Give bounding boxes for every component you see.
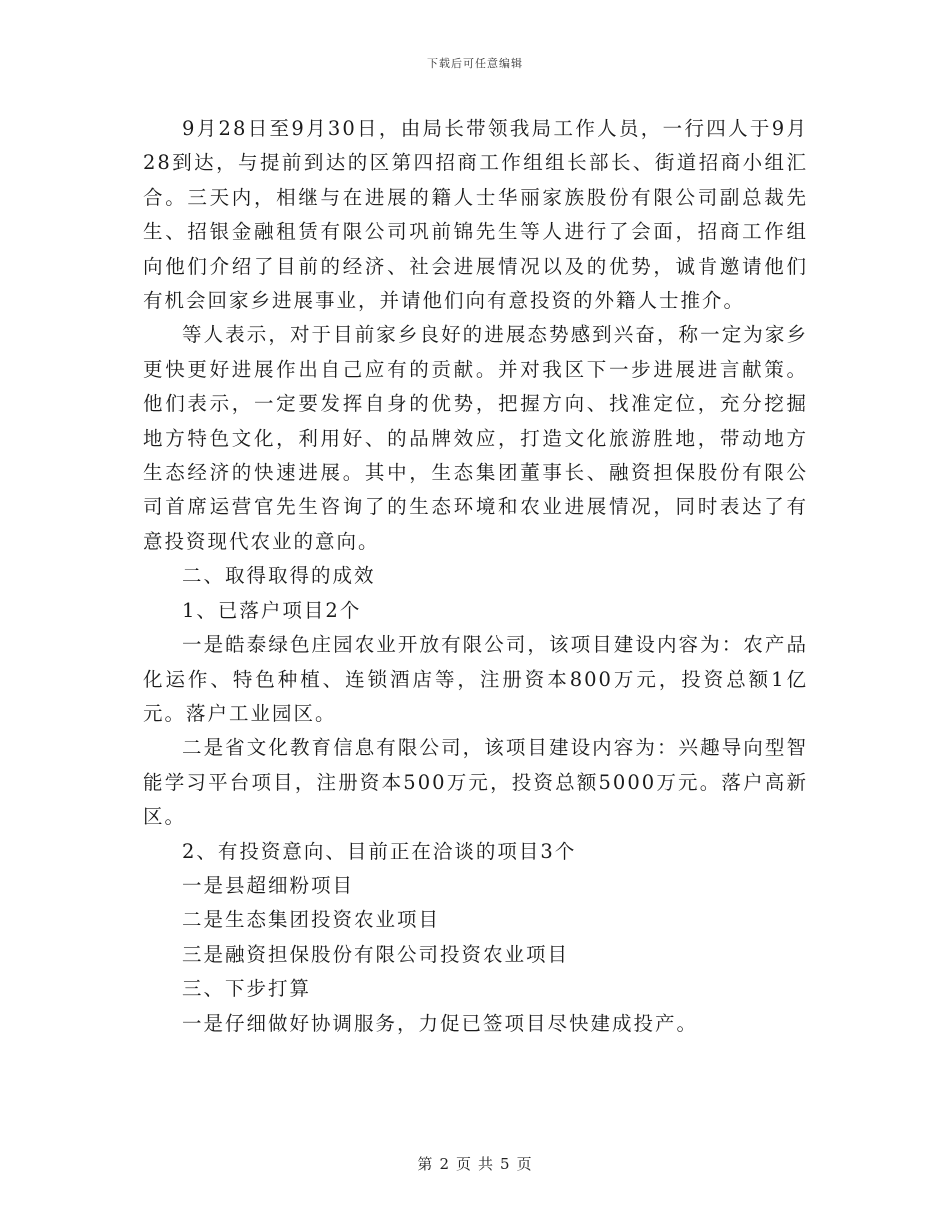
- paragraph-project-1: 一是皓泰绿色庄园农业开放有限公司，该项目建设内容为：农产品化运作、特色种植、连锁酒店等，注册资本800万元，投资总额1亿元。落户工业园区。: [143, 633, 808, 725]
- subheading-settled-projects: 1、已落户项目2个: [182, 598, 362, 622]
- paragraph-response: 等人表示，对于目前家乡良好的进展态势感到兴奋，称一定为家乡更快更好进展作出自己应有的贡献。并对我区下一步进展进言献策。他们表示，一定要发挥自身的优势，把握方向、找准定位，充分挖掘地方特色文化，利用好、的品牌效应，打造文化旅游胜地，带动地方生态经济的快速进展。其中，生态集团董事长、融资担保股份有限公司首席运营官先生咨询了的生态环境和农业进展情况，同时表达了有意投资现代农业的意向。: [143, 323, 808, 553]
- paragraph-meeting: 9月28日至9月30日，由局长带领我局工作人员，一行四人于9月28到达，与提前到达的区第四招商工作组组长部长、街道招商小组汇合。三天内，相继与在进展的籍人士华丽家族股份有限公司副总裁先生、招银金融租赁有限公司巩前锦先生等人进行了会面，招商工作组向他们介绍了目前的经济、社会进展情况以及的优势，诚肯邀请他们有机会回家乡进展事业，并请他们向有意投资的外籍人士推介。: [143, 117, 808, 313]
- total-prefix: 共: [478, 1155, 495, 1173]
- subheading-negotiating-projects: 2、有投资意向、目前正在洽谈的项目3个: [182, 839, 577, 863]
- page-header: 下载后可任意编辑: [427, 57, 523, 70]
- total-unit: 页: [516, 1155, 533, 1173]
- total-pages-number: 5: [500, 1155, 511, 1173]
- page-unit: 页: [455, 1155, 472, 1173]
- section-heading-results: 二、取得取得的成效: [182, 564, 376, 588]
- list-item-negotiating-2: 二是生态集团投资农业项目: [182, 908, 441, 932]
- paragraph-next-step-1: 一是仔细做好协调服务，力促已签项目尽快建成投产。: [182, 1011, 699, 1035]
- page-prefix: 第: [417, 1155, 434, 1173]
- list-item-negotiating-3: 三是融资担保股份有限公司投资农业项目: [182, 942, 570, 966]
- section-heading-next-steps: 三、下步打算: [182, 977, 312, 1001]
- paragraph-project-2: 二是省文化教育信息有限公司，该项目建设内容为：兴趣导向型智能学习平台项目，注册资本500万元，投资总额5000万元。落户高新区。: [143, 736, 808, 829]
- page-footer: [0, 1153, 950, 1174]
- current-page-number: 2: [439, 1155, 450, 1173]
- document-body: [143, 112, 808, 1041]
- list-item-negotiating-1: 一是县超细粉项目: [182, 873, 355, 897]
